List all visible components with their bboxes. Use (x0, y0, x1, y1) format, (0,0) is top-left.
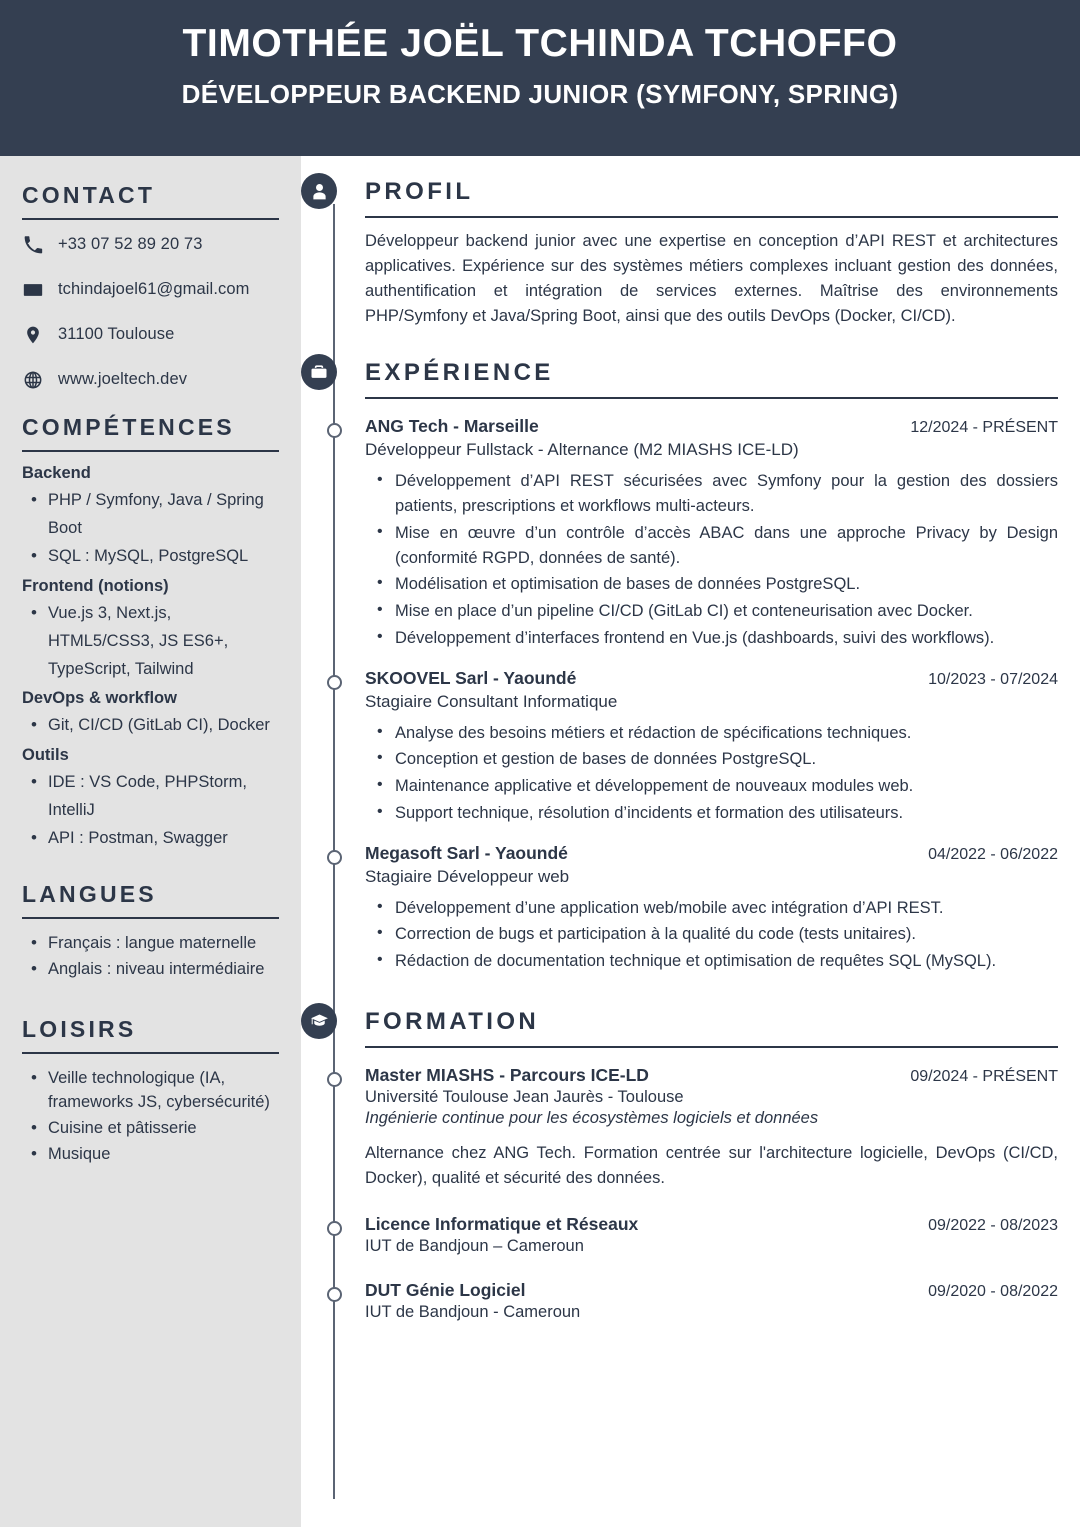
list-item: • Maintenance applicative et développement de nouveaux modules web. (365, 774, 1058, 799)
list-item: • Développement d’API REST sécurisées avec Symfony pour la gestion des dossiers patients, prescriptions et workflows multi-acteurs. (365, 469, 1058, 519)
skill-group-label: Backend (22, 464, 91, 482)
entry-date: 12/2024 - PRÉSENT (910, 419, 1058, 437)
entry-bullets (365, 896, 1058, 974)
list-item: • Anglais : niveau intermédiaire (22, 957, 281, 982)
list-item: • Analyse des besoins métiers et rédaction de spécifications techniques. (365, 721, 1058, 746)
entry-header (365, 1214, 1058, 1235)
entry-role: Développeur Fullstack - Alternance (M2 MIASHS ICE-LD) (365, 440, 799, 460)
entry-date: 09/2022 - 08/2023 (928, 1217, 1058, 1235)
list-item: • Français : langue maternelle (22, 931, 281, 956)
entry-degree: Licence Informatique et Réseaux (365, 1214, 639, 1235)
location-value: 31100 Toulouse (58, 325, 175, 343)
list-item: • SQL : MySQL, PostgreSQL (22, 543, 281, 571)
list-item: • Modélisation et optimisation de bases de données PostgreSQL. (365, 572, 1058, 597)
entry-header (365, 1280, 1058, 1301)
entry-specialty: Ingénierie continue pour les écosystèmes logiciels et données (365, 1108, 819, 1127)
entry-degree: Master MIASHS - Parcours ICE-LD (365, 1064, 649, 1085)
section-education (365, 1008, 1058, 1323)
experience-entry (365, 416, 1058, 650)
list-item: • Développement d’une application web/mobile avec intégration d’API REST. (365, 896, 1058, 921)
globe-icon (22, 370, 44, 390)
entry-degree: DUT Génie Logiciel (365, 1280, 526, 1301)
languages-heading: LANGUES (22, 881, 157, 908)
entry-date: 09/2020 - 08/2022 (928, 1283, 1058, 1301)
profile-text: Développeur backend junior avec une expertise en conception d’API REST et architectures applicatives. Expérience sur des systèmes métiers complexes incluant gestion des données, authentification et intégration de services externes. Maîtrise des environnements PHP/Symfony et Java/Spring Boot, ainsi que des outils DevOps (Docker, CI/CD). (365, 232, 1058, 326)
graduation-cap-icon (301, 1003, 337, 1039)
entry-organization: Megasoft Sarl - Yaoundé (365, 842, 568, 863)
page-title: TIMOTHÉE JOËL TCHINDA TCHOFFO (182, 22, 898, 65)
education-entry (365, 1214, 1058, 1256)
profile-heading: PROFIL (365, 178, 474, 205)
resume-header (0, 0, 1080, 156)
list-item: • Musique (22, 1142, 281, 1167)
phone-value: +33 07 52 89 20 73 (58, 235, 203, 253)
section-experience (365, 359, 1058, 974)
education-entry (365, 1065, 1058, 1191)
sidebar-section-contact (22, 182, 281, 392)
skill-list-backend (22, 487, 281, 571)
entry-note: Alternance chez ANG Tech. Formation centrée sur l'architecture logicielle, DevOps (CI/CD, Docker), qualité et sécurité des données. (365, 1143, 1058, 1187)
envelope-icon (22, 280, 44, 300)
entry-header (365, 1065, 1058, 1086)
hobbies-heading: LOISIRS (22, 1015, 137, 1042)
skill-list-tools (22, 769, 281, 853)
languages-divider (22, 917, 279, 919)
person-icon (301, 173, 337, 209)
languages-list (22, 931, 281, 982)
website-value: www.joeltech.dev (58, 370, 188, 388)
education-divider (365, 1046, 1058, 1048)
list-item: • IDE : VS Code, PHPStorm, IntelliJ (22, 769, 281, 824)
entry-school: Université Toulouse Jean Jaurès - Toulouse (365, 1087, 684, 1106)
experience-divider (365, 397, 1058, 399)
skills-heading: COMPÉTENCES (22, 414, 235, 440)
list-item: • Conception et gestion de bases de données PostgreSQL. (365, 747, 1058, 772)
list-item: • Support technique, résolution d’incidents et formation des utilisateurs. (365, 801, 1058, 826)
entry-school: IUT de Bandjoun - Cameroun (365, 1303, 581, 1322)
education-header (365, 1008, 1058, 1036)
experience-entry (365, 843, 1058, 974)
entry-role: Stagiaire Développeur web (365, 866, 570, 886)
entry-header (365, 416, 1058, 437)
education-heading: FORMATION (365, 1007, 540, 1035)
experience-heading: EXPÉRIENCE (365, 359, 554, 387)
sidebar-section-languages (22, 881, 281, 982)
job-title: DÉVELOPPEUR BACKEND JUNIOR (SYMFONY, SPRING) (181, 78, 899, 109)
skill-group-label: Outils (22, 746, 69, 765)
profile-divider (365, 216, 1058, 218)
list-item: • Veille technologique (IA, frameworks JS, cybersécurité) (22, 1066, 281, 1116)
skill-list-frontend (22, 600, 281, 683)
contact-heading: CONTACT (22, 182, 156, 208)
list-item: • Vue.js 3, Next.js, HTML5/CSS3, JS ES6+, TypeScript, Tailwind (22, 600, 281, 683)
email-value: tchindajoel61@gmail.com (58, 280, 250, 298)
hobbies-divider (22, 1052, 279, 1054)
skill-list-devops (22, 712, 281, 740)
experience-entry (365, 668, 1058, 826)
skill-group-label: Frontend (notions) (22, 577, 169, 596)
contact-item-phone[interactable] (22, 232, 281, 257)
sidebar (0, 156, 301, 1527)
contact-item-email[interactable] (22, 277, 281, 302)
body-columns (0, 156, 1080, 1527)
hobbies-list (22, 1066, 281, 1167)
list-item: • Développement d’interfaces frontend en Vue.js (dashboards, suivi des workflows). (365, 626, 1058, 651)
skills-divider (22, 450, 279, 452)
entry-date: 10/2023 - 07/2024 (928, 670, 1058, 688)
list-item: • Mise en place d’un pipeline CI/CD (GitLab CI) et conteneurisation avec Docker. (365, 599, 1058, 624)
entry-bullets (365, 469, 1058, 650)
sidebar-section-skills (22, 414, 281, 853)
list-item: • PHP / Symfony, Java / Spring Boot (22, 487, 281, 542)
entry-role: Stagiaire Consultant Informatique (365, 691, 618, 711)
main-content (301, 156, 1080, 1527)
phone-icon (22, 235, 44, 255)
entry-organization: SKOOVEL Sarl - Yaoundé (365, 667, 577, 688)
entry-date: 09/2024 - PRÉSENT (910, 1067, 1058, 1085)
contact-divider (22, 218, 279, 220)
entry-date: 04/2022 - 06/2022 (928, 845, 1058, 863)
section-profile (365, 178, 1058, 329)
entry-organization: ANG Tech - Marseille (365, 416, 539, 437)
entry-header (365, 668, 1058, 689)
contact-item-location (22, 322, 281, 347)
map-pin-icon (22, 325, 44, 345)
list-item: • Cuisine et pâtisserie (22, 1116, 281, 1141)
list-item: • API : Postman, Swagger (22, 825, 281, 853)
sidebar-section-hobbies (22, 1016, 281, 1167)
list-item: • Correction de bugs et participation à la qualité du code (tests unitaires). (365, 922, 1058, 947)
list-item: • Git, CI/CD (GitLab CI), Docker (22, 712, 281, 740)
list-item: • Mise en œuvre d’un contrôle d’accès ABAC dans une approche Privacy by Design (conformité RGPD, données de santé). (365, 521, 1058, 571)
profile-header (365, 178, 1058, 206)
entry-school: IUT de Bandjoun – Cameroun (365, 1237, 584, 1256)
skill-group-label: DevOps & workflow (22, 689, 177, 708)
briefcase-icon (301, 354, 337, 390)
entry-bullets (365, 721, 1058, 826)
list-item: • Rédaction de documentation technique et optimisation de requêtes SQL (MySQL). (365, 949, 1058, 974)
experience-header (365, 359, 1058, 387)
entry-header (365, 843, 1058, 864)
contact-item-website[interactable] (22, 367, 281, 392)
education-entry (365, 1280, 1058, 1322)
